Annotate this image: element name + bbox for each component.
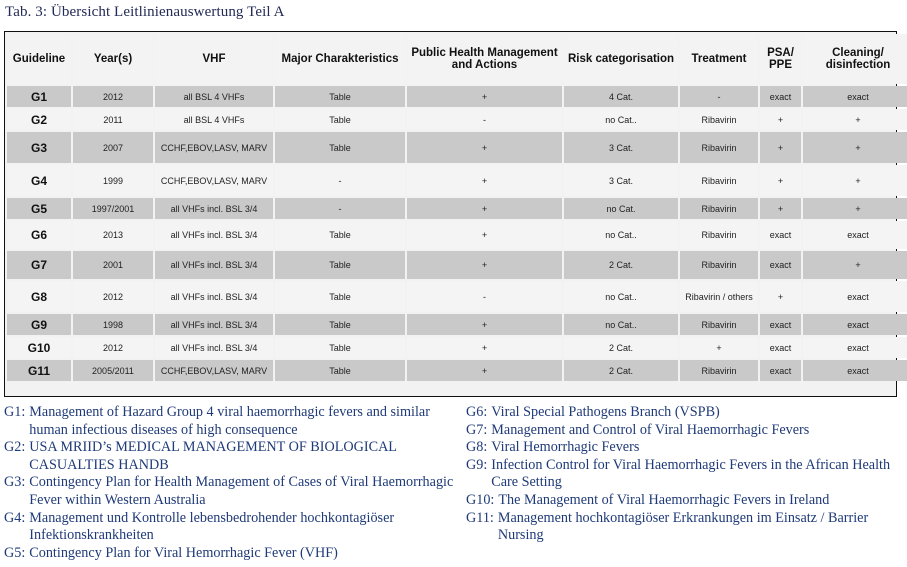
cell-public-health: -: [407, 109, 562, 130]
legend-text: Contingency Plan for Viral Hemorrhagic Fever (VHF): [29, 544, 338, 561]
cell-major-characteristics: Table: [275, 132, 405, 163]
legend-key: G8:: [466, 439, 488, 456]
legend-text: USA MRIID’s MEDICAL MANAGEMENT OF BIOLOGICAL CASUALTIES HANDB: [29, 439, 397, 473]
legend-entry: [466, 457, 906, 492]
cell-cleaning: +: [803, 198, 907, 219]
cell-guideline: G5: [7, 198, 71, 219]
cell-risk-categorisation: 3 Cat.: [564, 165, 678, 196]
legend-left: [4, 404, 459, 562]
cell-guideline: G7: [7, 251, 71, 279]
cell-guideline: G2: [7, 109, 71, 130]
cell-years: 2012: [73, 86, 153, 107]
cell-vhf: all VHFs incl. BSL 3/4: [155, 281, 273, 312]
legend-key: G10:: [466, 491, 495, 508]
legend-entry: [466, 404, 906, 422]
legend-entry: [466, 492, 906, 510]
cell-psa-ppe: +: [760, 132, 801, 163]
legend-key: G6:: [466, 404, 488, 420]
table-row: [7, 132, 907, 163]
header-major-characteristics: Major Charakteristics: [275, 34, 405, 84]
table-row: [7, 198, 907, 219]
cell-psa-ppe: +: [760, 165, 801, 196]
cell-major-characteristics: Table: [275, 314, 405, 335]
cell-years: 2005/2011: [73, 360, 153, 381]
cell-public-health: +: [407, 198, 562, 219]
cell-major-characteristics: -: [275, 165, 405, 196]
cell-vhf: all VHFs incl. BSL 3/4: [155, 314, 273, 335]
header-psa-ppe: PSA/ PPE: [760, 34, 801, 84]
cell-treatment: Ribavirin: [680, 198, 758, 219]
cell-vhf: CCHF,EBOV,LASV, MARV: [155, 360, 273, 381]
cell-psa-ppe: exact: [760, 314, 801, 335]
cell-cleaning: +: [803, 165, 907, 196]
cell-psa-ppe: exact: [760, 360, 801, 381]
cell-years: 1998: [73, 314, 153, 335]
cell-major-characteristics: Table: [275, 109, 405, 130]
cell-risk-categorisation: 3 Cat.: [564, 132, 678, 163]
cell-public-health: +: [407, 165, 562, 196]
cell-guideline: G11: [7, 360, 71, 381]
cell-vhf: all VHFs incl. BSL 3/4: [155, 337, 273, 358]
cell-treatment: +: [680, 337, 758, 358]
table-row: [7, 86, 907, 107]
cell-public-health: +: [407, 86, 562, 107]
cell-guideline: G8: [7, 281, 71, 312]
cell-cleaning: +: [803, 109, 907, 130]
legend-right: [466, 404, 906, 545]
cell-major-characteristics: -: [275, 198, 405, 219]
cell-cleaning: exact: [803, 314, 907, 335]
cell-treatment: Ribavirin: [680, 360, 758, 381]
legend-key: G9:: [466, 456, 488, 473]
cell-public-health: +: [407, 251, 562, 279]
table-header-row: [7, 34, 907, 84]
legend-text: Contingency Plan for Health Management of Cases of Viral Haemorrhagic Fever within Western Australia: [29, 474, 454, 508]
table-caption: Tab. 3: Übersicht Leitlinienauswertung Teil A: [5, 4, 285, 20]
cell-psa-ppe: +: [760, 281, 801, 312]
cell-cleaning: +: [803, 251, 907, 279]
legend-text: Viral Special Pathogens Branch (VSPB): [491, 404, 720, 420]
header-risk-categorisation: Risk categorisation: [564, 34, 678, 84]
cell-risk-categorisation: 4 Cat.: [564, 86, 678, 107]
cell-major-characteristics: Table: [275, 221, 405, 249]
header-vhf: VHF: [155, 34, 273, 84]
cell-vhf: all BSL 4 VHFs: [155, 86, 273, 107]
cell-years: 2007: [73, 132, 153, 163]
legend-key: G1:: [4, 404, 26, 420]
cell-years: 2012: [73, 281, 153, 312]
cell-cleaning: exact: [803, 360, 907, 381]
cell-psa-ppe: exact: [760, 337, 801, 358]
header-treatment: Treatment: [680, 34, 758, 84]
cell-treatment: Ribavirin: [680, 132, 758, 163]
cell-cleaning: exact: [803, 86, 907, 107]
cell-vhf: all VHFs incl. BSL 3/4: [155, 198, 273, 219]
cell-public-health: +: [407, 314, 562, 335]
cell-psa-ppe: exact: [760, 221, 801, 249]
cell-guideline: G6: [7, 221, 71, 249]
cell-vhf: all VHFs incl. BSL 3/4: [155, 221, 273, 249]
cell-vhf: all VHFs incl. BSL 3/4: [155, 251, 273, 279]
header-guideline: Guideline: [7, 34, 71, 84]
table-row: [7, 360, 907, 381]
legend-text: Management hochkontagiöser Erkrankungen im Einsatz / Barrier Nursing: [497, 509, 869, 544]
cell-public-health: +: [407, 221, 562, 249]
cell-vhf: CCHF,EBOV,LASV, MARV: [155, 132, 273, 163]
cell-treatment: Ribavirin: [680, 251, 758, 279]
legend-entry: [466, 439, 906, 457]
cell-public-health: +: [407, 360, 562, 381]
cell-years: 1997/2001: [73, 198, 153, 219]
legend-text: The Management of Viral Haemorrhagic Fevers in Ireland: [498, 491, 830, 508]
cell-risk-categorisation: no Cat..: [564, 314, 678, 335]
cell-public-health: -: [407, 281, 562, 312]
cell-risk-categorisation: no Cat..: [564, 109, 678, 130]
cell-guideline: G9: [7, 314, 71, 335]
cell-treatment: Ribavirin / others: [680, 281, 758, 312]
cell-major-characteristics: Table: [275, 360, 405, 381]
cell-risk-categorisation: 2 Cat.: [564, 337, 678, 358]
header-cleaning: Cleaning/ disinfection: [803, 34, 907, 84]
legend-entry: [4, 439, 459, 474]
guideline-table: [5, 32, 907, 383]
cell-guideline: G3: [7, 132, 71, 163]
cell-treatment: Ribavirin: [680, 165, 758, 196]
legend-text: Infection Control for Viral Haemorrhagic Fevers in the African Health Care Setting: [491, 456, 891, 491]
table-row: [7, 165, 907, 196]
cell-years: 2012: [73, 337, 153, 358]
table-row: [7, 281, 907, 312]
cell-years: 2001: [73, 251, 153, 279]
legend-entry: [466, 510, 906, 545]
cell-cleaning: exact: [803, 281, 907, 312]
cell-cleaning: +: [803, 132, 907, 163]
cell-treatment: Ribavirin: [680, 221, 758, 249]
cell-public-health: +: [407, 132, 562, 163]
cell-years: 2013: [73, 221, 153, 249]
cell-cleaning: exact: [803, 221, 907, 249]
cell-psa-ppe: exact: [760, 251, 801, 279]
legend-text: Management und Kontrolle lebensbedrohender hochkontagiöser Infektionskrankheiten: [29, 509, 395, 544]
cell-guideline: G4: [7, 165, 71, 196]
cell-risk-categorisation: no Cat..: [564, 281, 678, 312]
table-row: [7, 337, 907, 358]
cell-treatment: -: [680, 86, 758, 107]
table-row: [7, 109, 907, 130]
cell-risk-categorisation: no Cat.: [564, 198, 678, 219]
cell-major-characteristics: Table: [275, 251, 405, 279]
legend-text: Management of Hazard Group 4 viral haemorrhagic fevers and similar human infectious diseases of high consequence: [29, 404, 430, 438]
legend-entry: [4, 404, 459, 439]
cell-guideline: G1: [7, 86, 71, 107]
cell-public-health: +: [407, 337, 562, 358]
table-row: [7, 314, 907, 335]
legend-key: G7:: [466, 421, 488, 438]
cell-risk-categorisation: 2 Cat.: [564, 251, 678, 279]
legend-key: G2:: [4, 439, 26, 456]
cell-years: 1999: [73, 165, 153, 196]
cell-vhf: CCHF,EBOV,LASV, MARV: [155, 165, 273, 196]
cell-treatment: Ribavirin: [680, 314, 758, 335]
legend-key: G11:: [466, 509, 494, 526]
cell-major-characteristics: Table: [275, 86, 405, 107]
cell-psa-ppe: +: [760, 198, 801, 219]
cell-major-characteristics: Table: [275, 281, 405, 312]
cell-vhf: all BSL 4 VHFs: [155, 109, 273, 130]
cell-psa-ppe: +: [760, 109, 801, 130]
legend-text: Viral Hemorrhagic Fevers: [491, 439, 640, 456]
legend-entry: [4, 474, 459, 509]
table-row: [7, 221, 907, 249]
cell-guideline: G10: [7, 337, 71, 358]
cell-major-characteristics: Table: [275, 337, 405, 358]
guideline-table-frame: [4, 31, 897, 397]
legend-entry: [466, 422, 906, 440]
legend-entry: [4, 510, 459, 545]
legend-text: Management and Control of Viral Haemorrhagic Fevers: [491, 421, 810, 438]
table-row: [7, 251, 907, 279]
legend-key: G5:: [4, 544, 26, 561]
legend-entry: [4, 545, 459, 563]
header-years: Year(s): [73, 34, 153, 84]
cell-years: 2011: [73, 109, 153, 130]
cell-psa-ppe: exact: [760, 86, 801, 107]
header-public-health: Public Health Management and Actions: [407, 34, 562, 84]
cell-risk-categorisation: no Cat..: [564, 221, 678, 249]
legend-key: G3:: [4, 474, 26, 491]
cell-treatment: Ribavirin: [680, 109, 758, 130]
cell-cleaning: exact: [803, 337, 907, 358]
legend-key: G4:: [4, 509, 26, 526]
cell-risk-categorisation: 2 Cat.: [564, 360, 678, 381]
